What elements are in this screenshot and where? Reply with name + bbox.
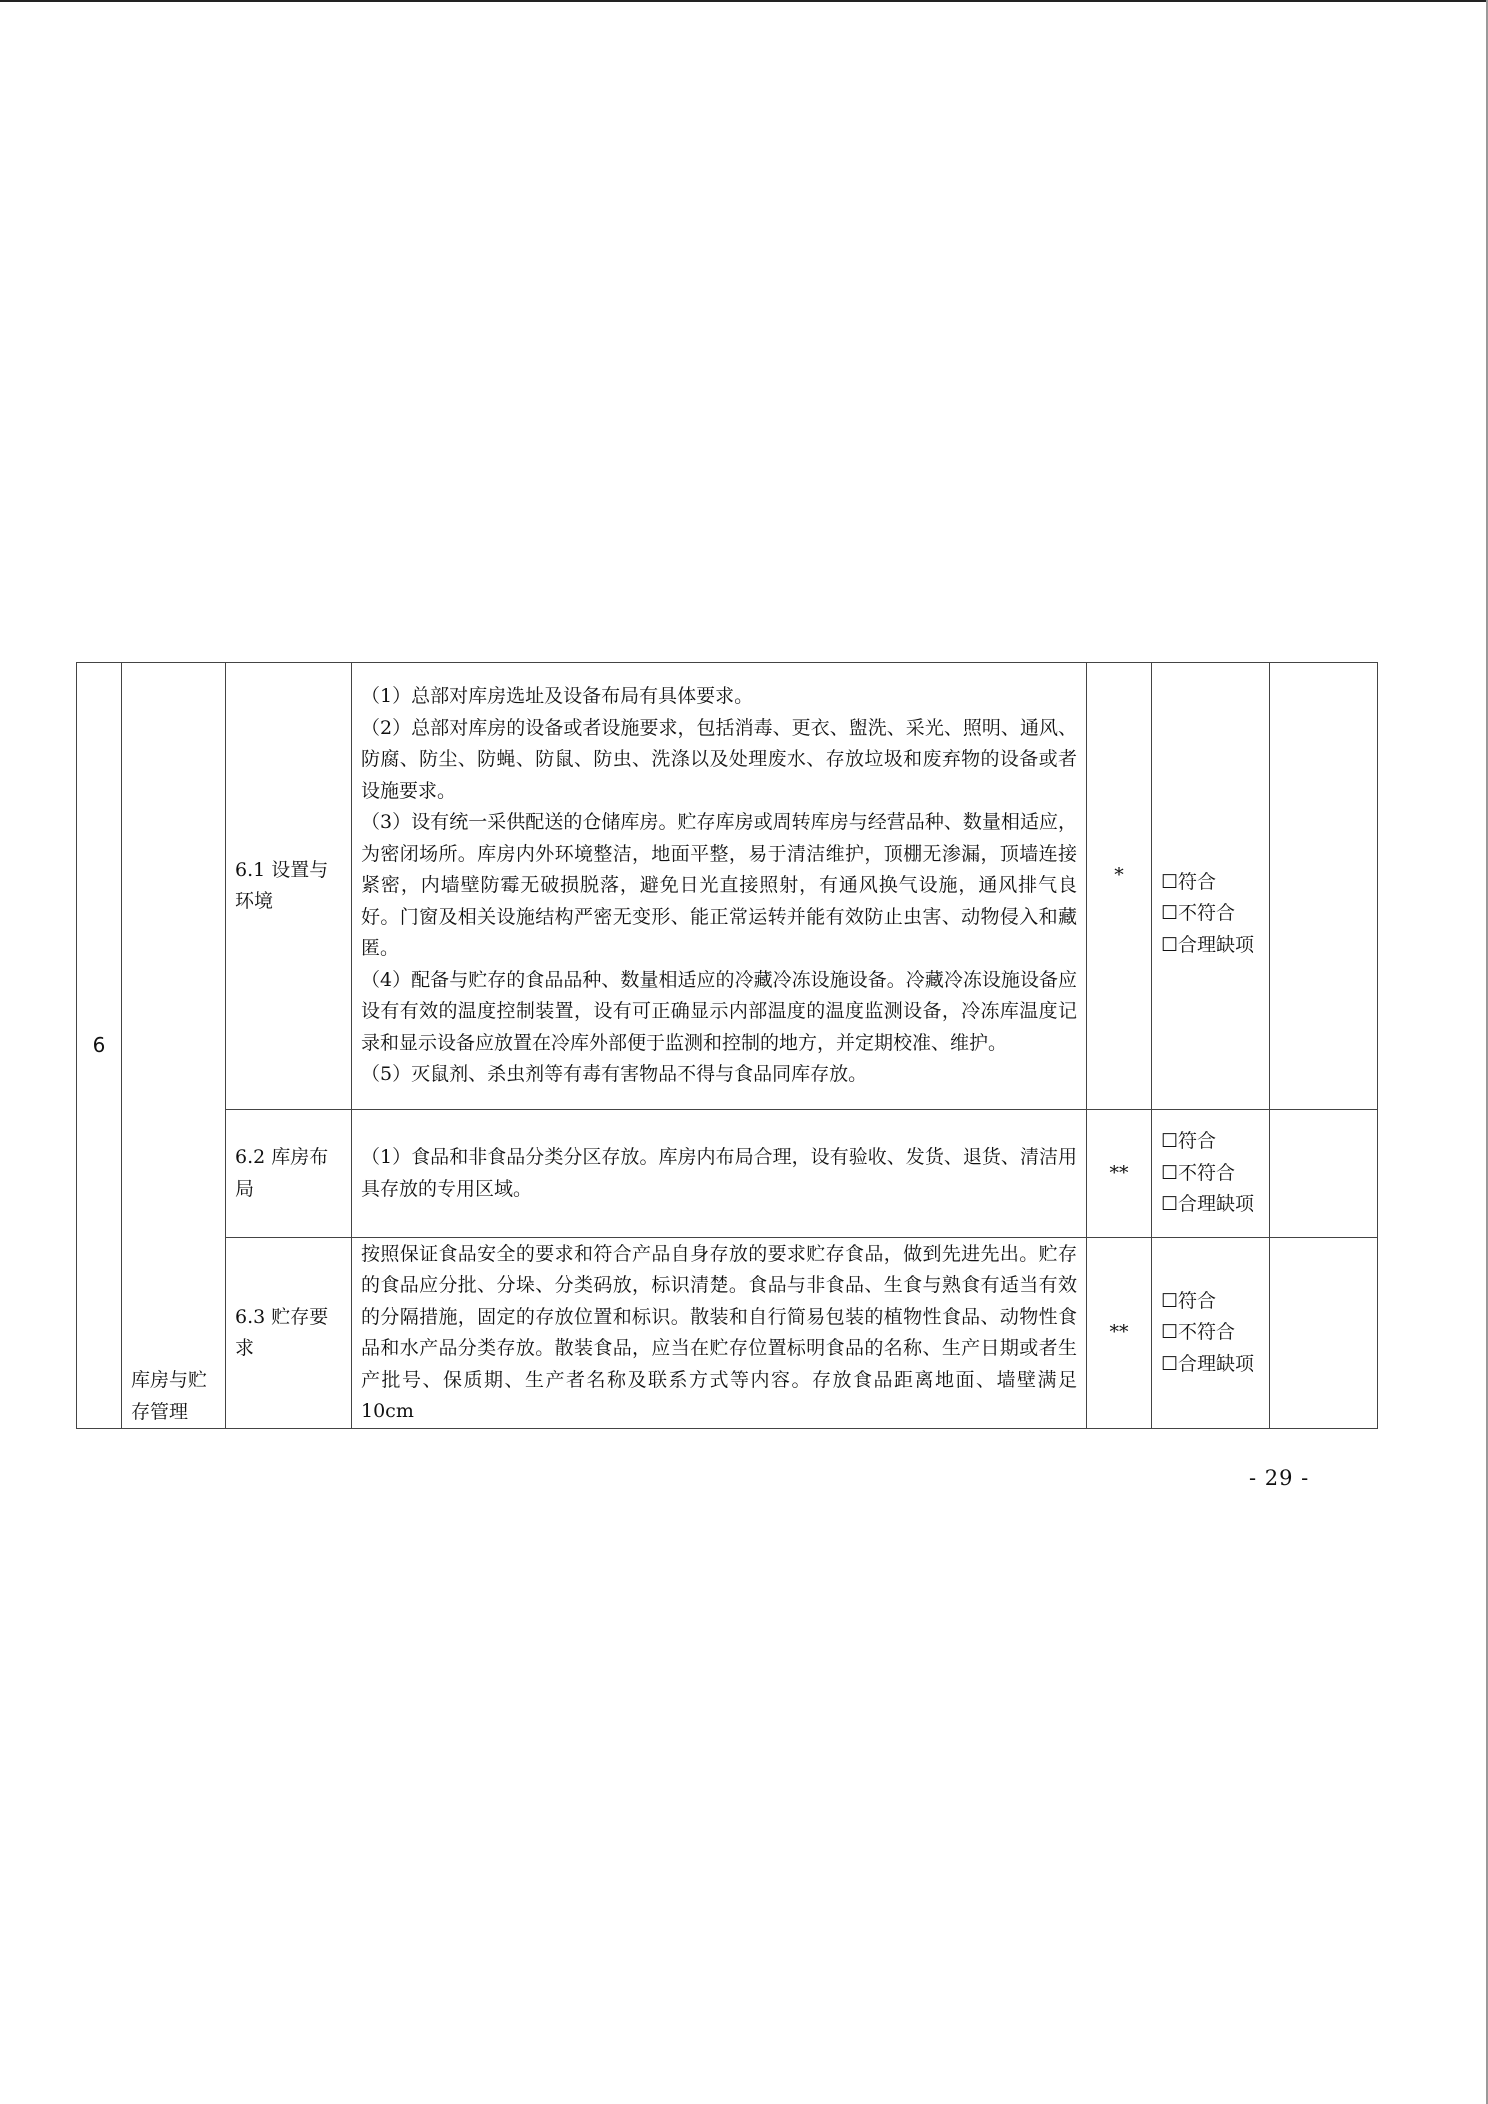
result-option-nonconform[interactable]: ☐不符合 — [1161, 902, 1236, 925]
page-number: - 29 - — [1249, 1466, 1310, 1490]
result-option-reasonable-missing[interactable]: ☐合理缺项 — [1161, 1193, 1255, 1216]
item-title: 6.1 设置与环境 — [226, 663, 352, 1110]
result-options — [1152, 1110, 1270, 1238]
requirement-text: （1）总部对库房选址及设备布局有具体要求。 — [361, 685, 754, 708]
result-option-conform[interactable]: ☐符合 — [1161, 1130, 1217, 1153]
result-option-reasonable-missing[interactable]: ☐合理缺项 — [1161, 933, 1255, 956]
importance-marker: ** — [1087, 1110, 1152, 1238]
item-title: 6.2 库房布局 — [226, 1110, 352, 1238]
result-option-nonconform[interactable]: ☐不符合 — [1161, 1321, 1236, 1344]
item-requirements — [352, 1110, 1087, 1238]
remark-cell — [1270, 1238, 1378, 1429]
requirement-text: （3）设有统一采供配送的仓储库房。贮存库房或周转库房与经营品种、数量相适应，为密闭场所。库房内外环境整洁，地面平整，易于清洁维护，顶棚无渗漏，顶墙连接紧密，内墙壁防霉无破损脱落，避免日光直接照射，有通风换气设施，通风排气良好。门窗及相关设施结构严密无变形、能正常运转并能有效防止虫害、动物侵入和藏匿。 — [361, 811, 1077, 960]
item-requirements — [352, 1238, 1087, 1429]
section-category: 库房与贮存管理 — [122, 663, 226, 1429]
item-requirements — [352, 663, 1087, 1110]
requirement-text: （5）灭鼠剂、杀虫剂等有毒有害物品不得与食品同库存放。 — [361, 1063, 868, 1086]
result-options — [1152, 663, 1270, 1110]
result-option-reasonable-missing[interactable]: ☐合理缺项 — [1161, 1352, 1255, 1375]
requirement-text: （1）食品和非食品分类分区存放。库房内布局合理，设有验收、发货、退货、清洁用具存放的专用区域。 — [361, 1146, 1077, 1200]
remark-cell — [1270, 1110, 1378, 1238]
requirement-text: （2）总部对库房的设备或者设施要求，包括消毒、更衣、盥洗、采光、照明、通风、防腐、防尘、防蝇、防鼠、防虫、洗涤以及处理废水、存放垃圾和废弃物的设备或者设施要求。 — [361, 716, 1077, 802]
inspection-checklist-table — [76, 662, 1378, 1429]
table-row — [77, 663, 1378, 1110]
remark-cell — [1270, 663, 1378, 1110]
item-title: 6.3 贮存要求 — [226, 1238, 352, 1429]
requirement-text: （4）配备与贮存的食品品种、数量相适应的冷藏冷冻设施设备。冷藏冷冻设施设备应设有有效的温度控制装置，设有可正确显示内部温度的温度监测设备，冷冻库温度记录和显示设备应放置在冷库外部便于监测和控制的地方，并定期校准、维护。 — [361, 968, 1077, 1054]
table-row — [77, 1110, 1378, 1238]
result-option-nonconform[interactable]: ☐不符合 — [1161, 1161, 1236, 1184]
table-row — [77, 1238, 1378, 1429]
section-number: 6 — [77, 663, 122, 1429]
importance-marker: ** — [1087, 1238, 1152, 1429]
importance-marker-text: * — [1114, 864, 1124, 887]
result-option-conform[interactable]: ☐符合 — [1161, 1289, 1217, 1312]
importance-marker — [1087, 663, 1152, 1110]
result-options — [1152, 1238, 1270, 1429]
requirement-text: 按照保证食品安全的要求和符合产品自身存放的要求贮存食品，做到先进先出。贮存的食品应分批、分垛、分类码放，标识清楚。食品与非食品、生食与熟食有适当有效的分隔措施，固定的存放位置和标识。散装和自行简易包装的植物性食品、动物性食品和水产品分类存放。散装食品，应当在贮存位置标明食品的名称、生产日期或者生产批号、保质期、生产者名称及联系方式等内容。存放食品距离地面、墙壁满足 10cm — [361, 1242, 1077, 1422]
result-option-conform[interactable]: ☐符合 — [1161, 870, 1217, 893]
page-top-border — [0, 0, 1488, 2]
